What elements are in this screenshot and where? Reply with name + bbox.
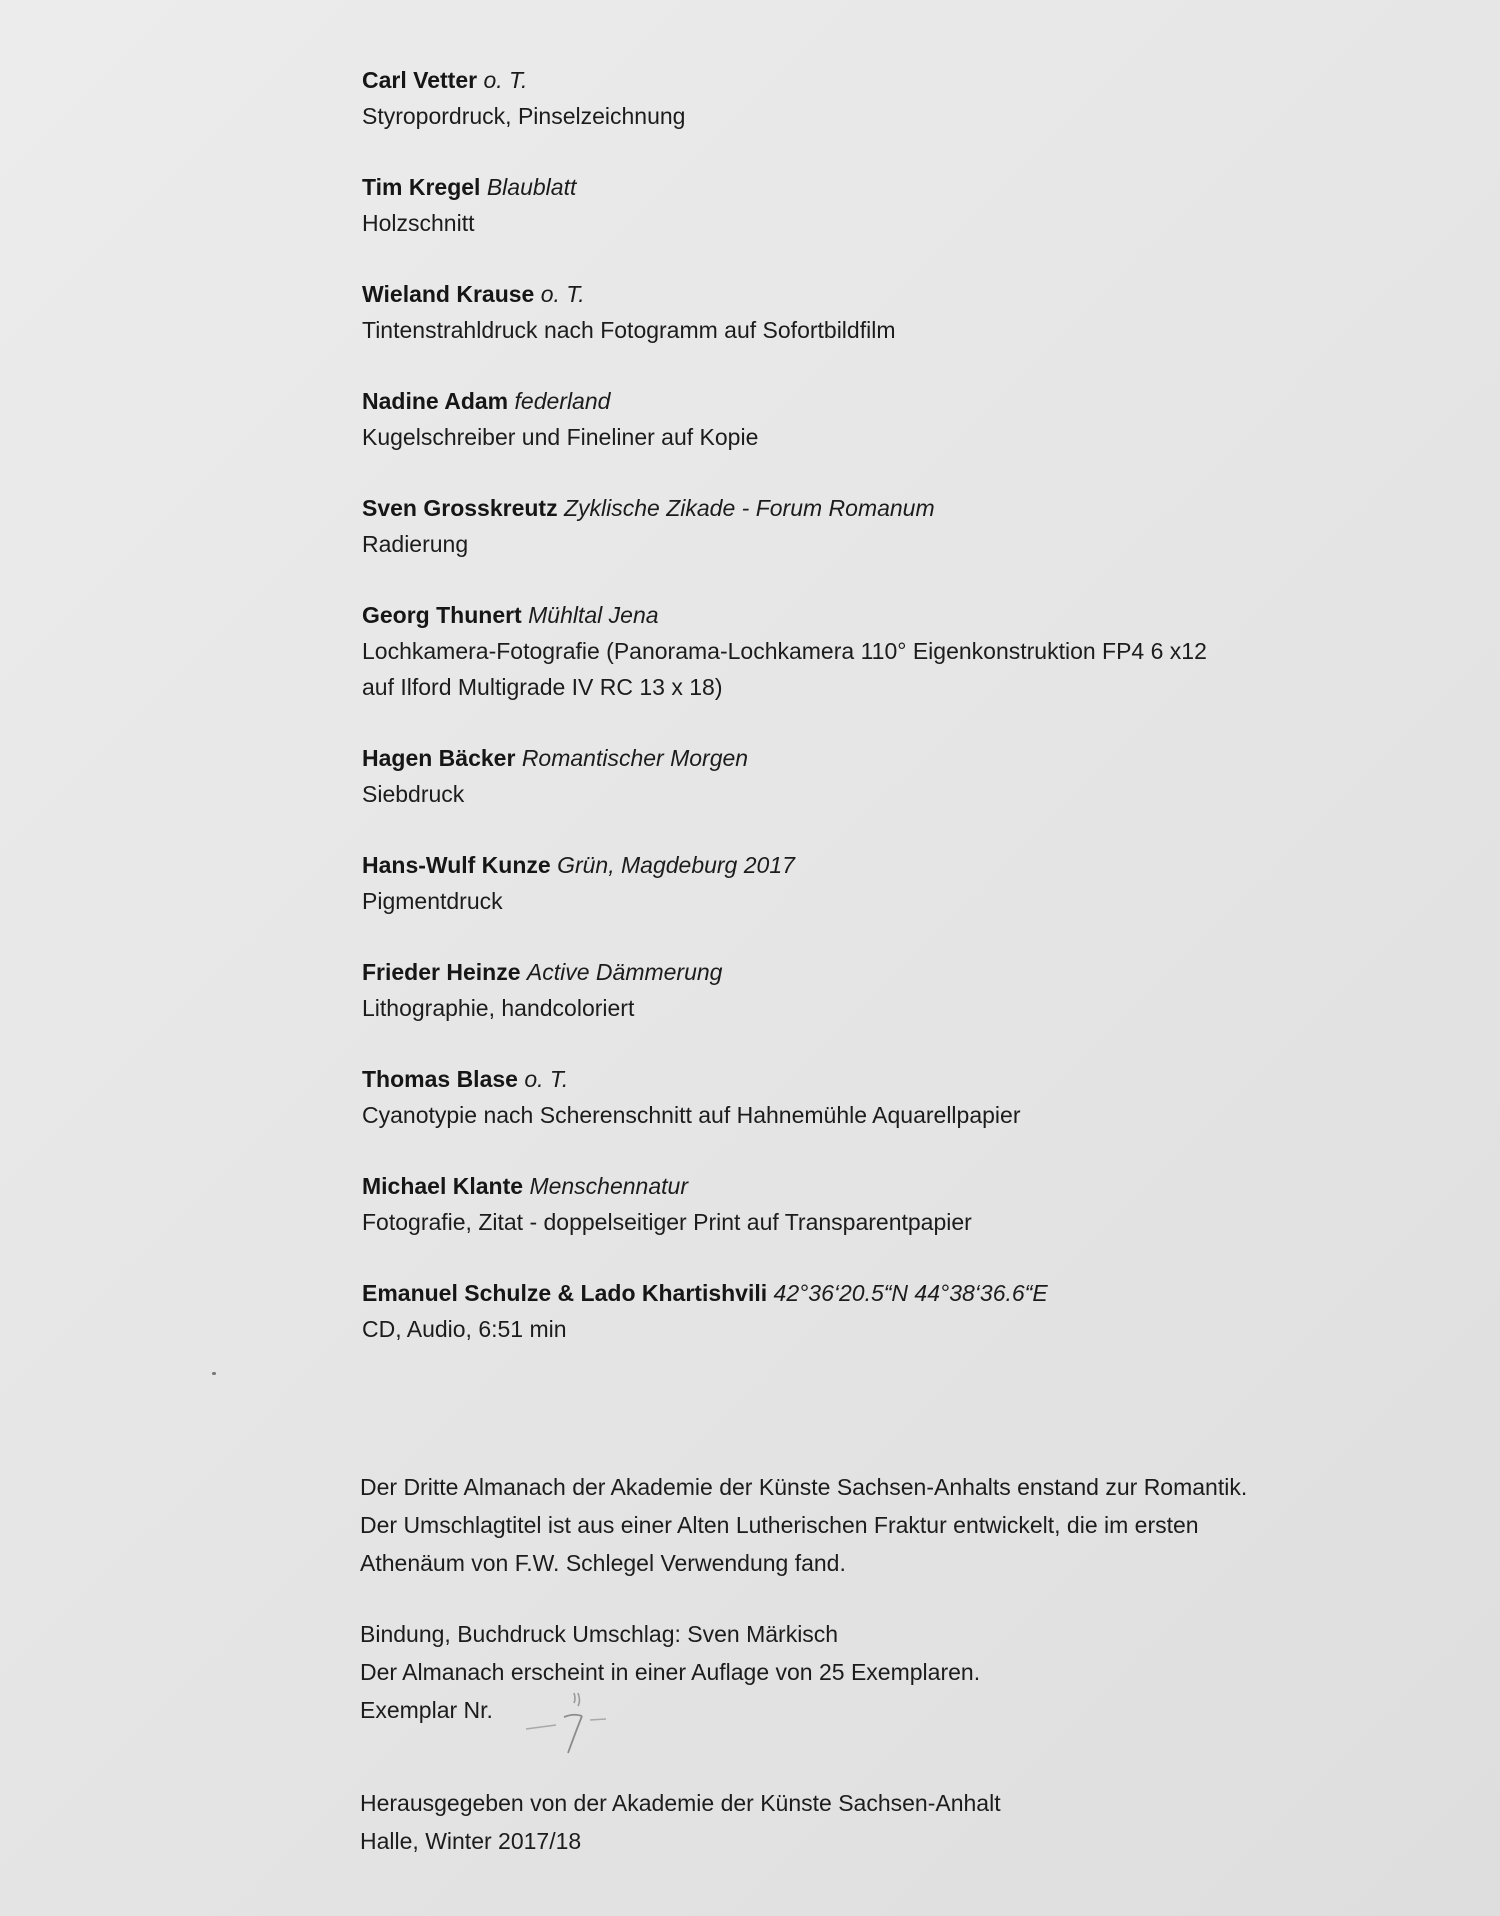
artist-name: Wieland Krause	[362, 281, 535, 307]
artwork-title: o. T.	[483, 67, 528, 93]
artwork-technique-continued: auf Ilford Multigrade IV RC 13 x 18)	[362, 674, 723, 700]
artwork-technique: Kugelschreiber und Fineliner auf Kopie	[362, 424, 759, 450]
artwork-technique: Cyanotypie nach Scherenschnitt auf Hahnemühle Aquarellpapier	[362, 1102, 1021, 1128]
artwork-title: o. T.	[524, 1066, 569, 1092]
exemplar-line	[360, 1691, 1410, 1729]
artist-name: Carl Vetter	[362, 67, 478, 93]
artist-name: Hagen Bäcker	[362, 745, 516, 771]
artwork-technique: Fotografie, Zitat - doppelseitiger Print auf Transparentpapier	[362, 1209, 972, 1235]
artist-name: Emanuel Schulze & Lado Khartishvili	[362, 1280, 768, 1306]
colophon	[360, 1468, 1410, 1860]
artwork-entry	[362, 490, 1362, 562]
artwork-entry	[362, 383, 1362, 455]
artwork-title: Romantischer Morgen	[521, 745, 749, 771]
artist-name: Nadine Adam	[362, 388, 509, 414]
handwritten-number-7	[516, 1689, 626, 1759]
artwork-entry	[362, 847, 1362, 919]
artwork-entry	[362, 597, 1362, 705]
artwork-title: Blaublatt	[486, 174, 577, 200]
artwork-title: Mühltal Jena	[528, 602, 659, 628]
artwork-entry	[362, 740, 1362, 812]
exemplar-label: Exemplar Nr.	[360, 1697, 493, 1723]
artwork-technique: Lochkamera-Fotografie (Panorama-Lochkamera 110° Eigenkonstruktion FP4 6 x12	[362, 638, 1207, 664]
artwork-technique: Styropordruck, Pinselzeichnung	[362, 103, 686, 129]
edition-note: Der Almanach erscheint in einer Auflage von 25 Exemplaren.	[360, 1659, 981, 1685]
artwork-entry	[362, 1061, 1362, 1133]
artwork-technique: Lithographie, handcoloriert	[362, 995, 635, 1021]
artist-name: Georg Thunert	[362, 602, 522, 628]
artwork-technique: Siebdruck	[362, 781, 465, 807]
artwork-technique: CD, Audio, 6:51 min	[362, 1316, 567, 1342]
artwork-title: federland	[514, 388, 611, 414]
place-date-line: Halle, Winter 2017/18	[360, 1828, 582, 1854]
colophon-intro-line: Athenäum von F.W. Schlegel Verwendung fand.	[360, 1550, 846, 1576]
publisher-line: Herausgegeben von der Akademie der Künste Sachsen-Anhalt	[360, 1790, 1001, 1816]
artwork-entry	[362, 1168, 1362, 1240]
colophon-intro-line: Der Dritte Almanach der Akademie der Künste Sachsen-Anhalts enstand zur Romantik.	[360, 1474, 1248, 1500]
artwork-title: 42°36‘20.5“N 44°38‘36.6“E	[773, 1280, 1048, 1306]
artist-name: Michael Klante	[362, 1173, 524, 1199]
artist-name: Hans-Wulf Kunze	[362, 852, 551, 878]
artist-name: Sven Grosskreutz	[362, 495, 558, 521]
artwork-technique: Tintenstrahldruck nach Fotogramm auf Sofortbildfilm	[362, 317, 896, 343]
artist-name: Frieder Heinze	[362, 959, 521, 985]
artwork-entry	[362, 276, 1362, 348]
artwork-entry	[362, 62, 1362, 134]
artwork-title: Menschennatur	[529, 1173, 688, 1199]
artist-name: Thomas Blase	[362, 1066, 518, 1092]
spacer	[360, 1582, 1410, 1615]
artwork-technique: Pigmentdruck	[362, 888, 503, 914]
artwork-technique: Holzschnitt	[362, 210, 475, 236]
colophon-intro-line: Der Umschlagtitel ist aus einer Alten Lutherischen Fraktur entwickelt, die im ersten	[360, 1512, 1199, 1538]
artwork-title: Active Dämmerung	[526, 959, 723, 985]
artwork-title: Zyklische Zikade - Forum Romanum	[563, 495, 935, 521]
artwork-entry	[362, 954, 1362, 1026]
artwork-list	[362, 62, 1362, 1382]
binding-credit: Bindung, Buchdruck Umschlag: Sven Märkisch	[360, 1621, 839, 1647]
paper-speck	[212, 1372, 216, 1375]
artwork-title: Grün, Magdeburg 2017	[557, 852, 795, 878]
artwork-entry	[362, 1275, 1362, 1347]
artist-name: Tim Kregel	[362, 174, 481, 200]
artwork-entry	[362, 169, 1362, 241]
artwork-technique: Radierung	[362, 531, 469, 557]
artwork-title: o. T.	[540, 281, 585, 307]
